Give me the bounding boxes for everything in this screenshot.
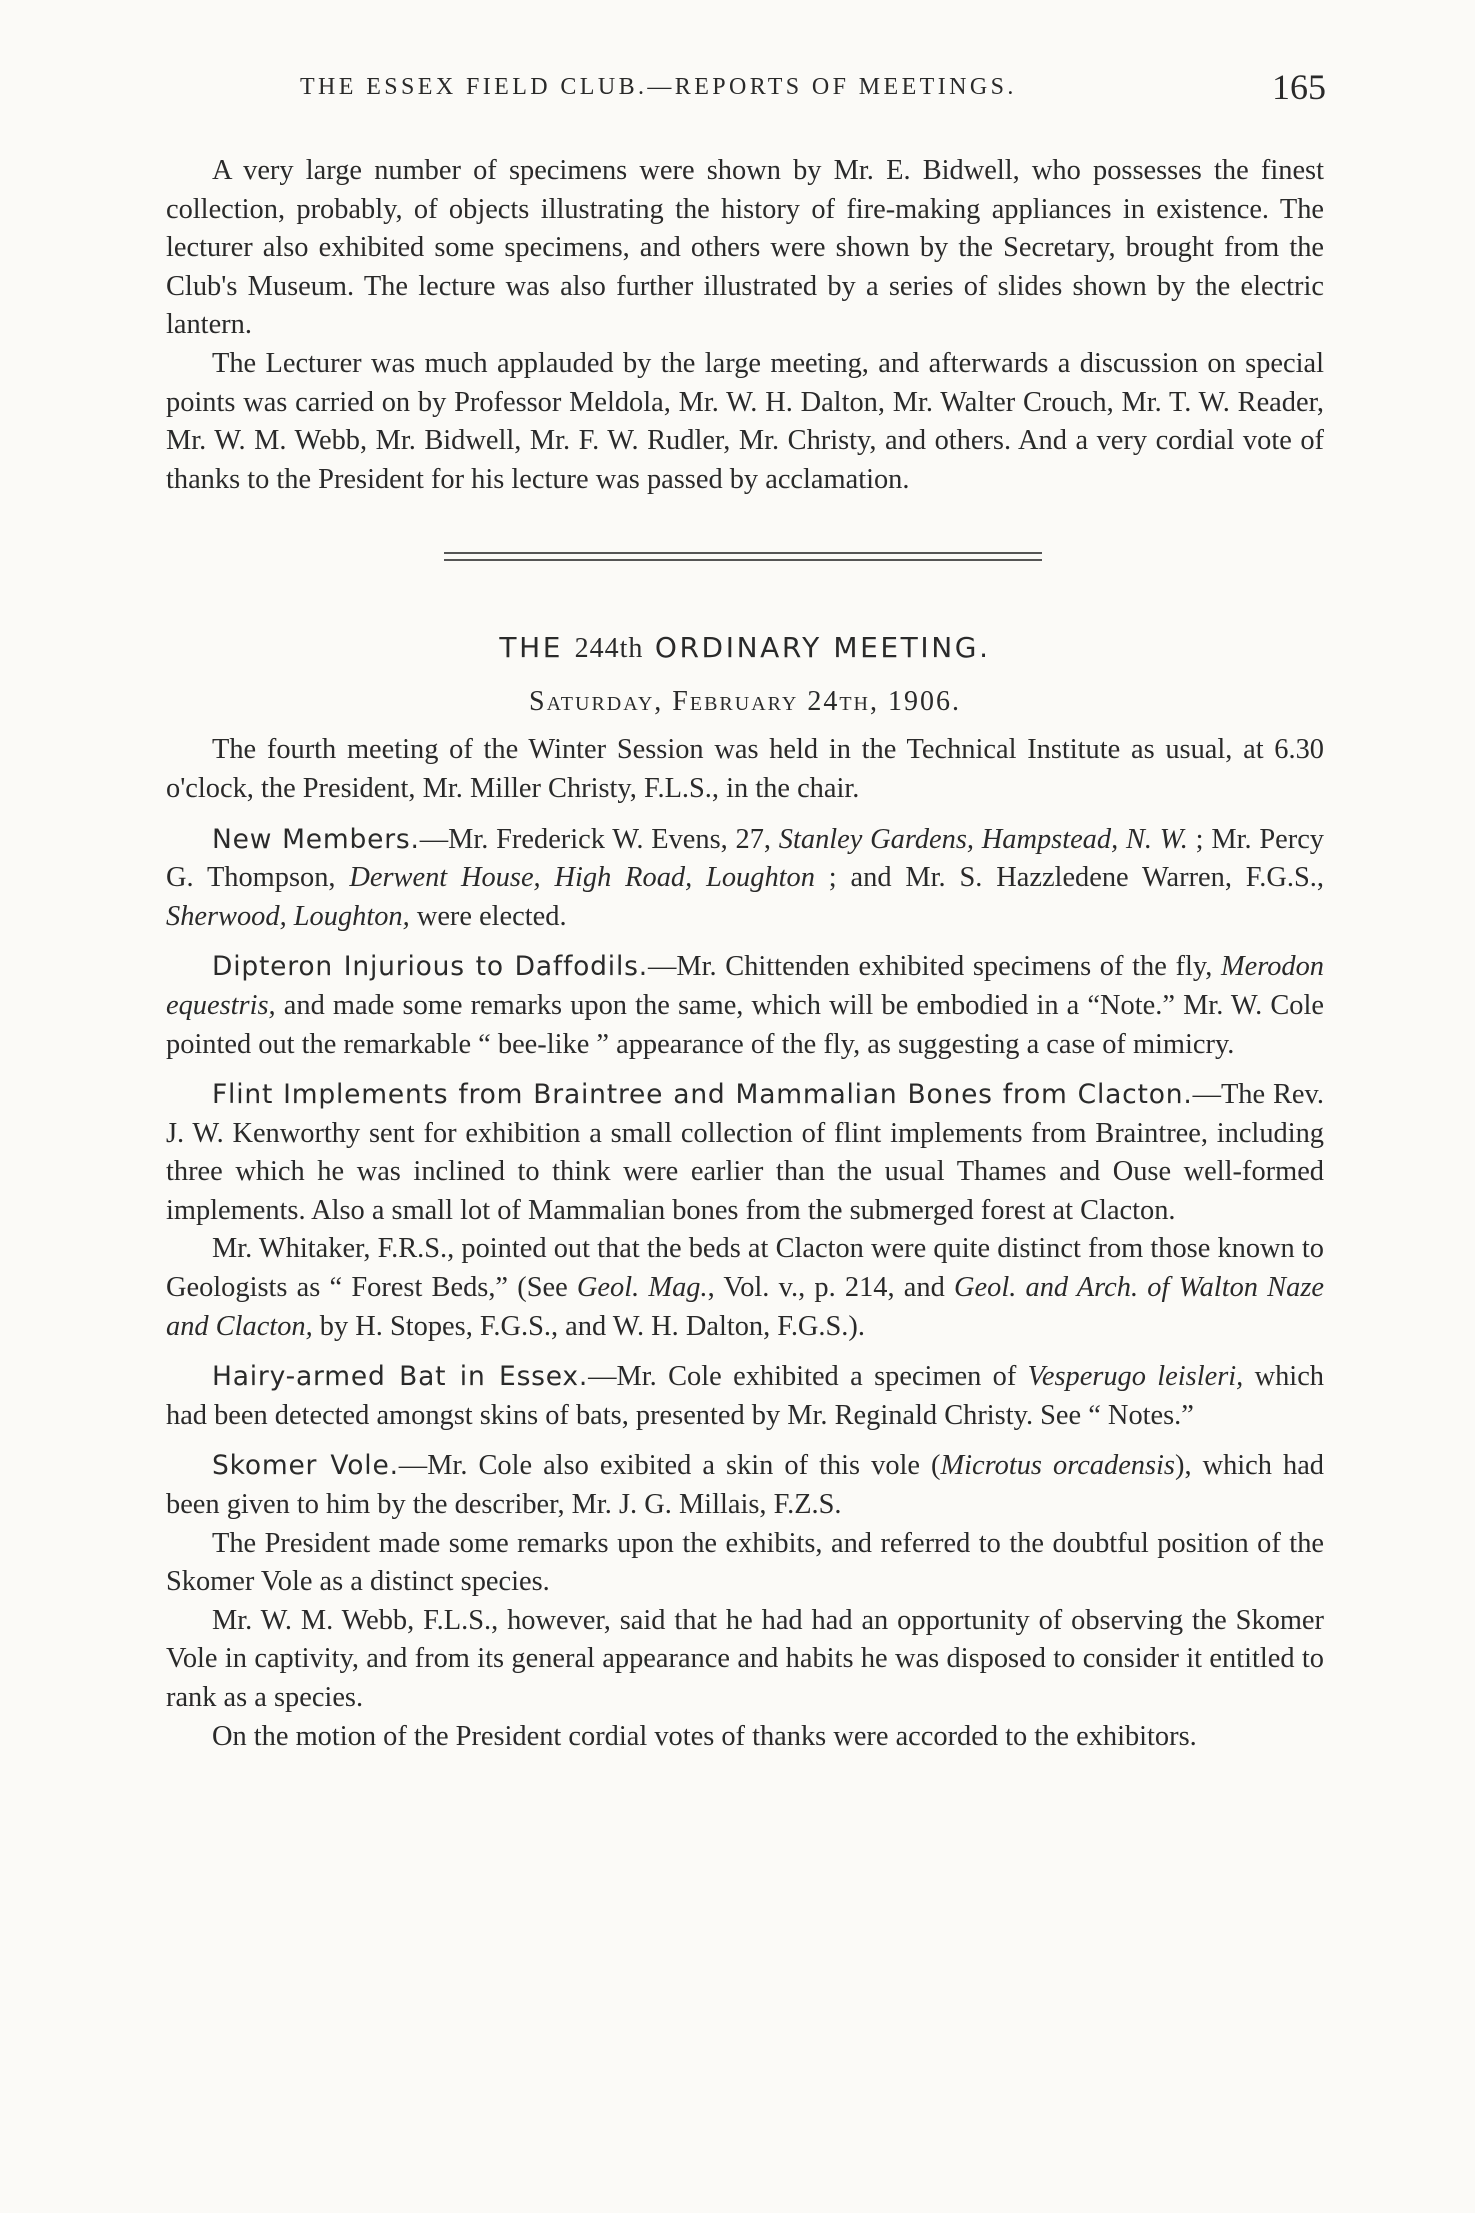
bat-text-1: —Mr. Cole exhibited a specimen of bbox=[588, 1361, 1028, 1393]
intro-paragraph-1: A very large number of specimens were shown by Mr. E. Bidwell, who possesses the finest collection, probably, of objects illustrating the history of fire-making appliances in existence. The lecturer also exhibited some specimens, and others were shown by the Secretary, brought from the Club's Museum. The lecture was also further illustrated by a series of slides shown by the electric lantern. bbox=[166, 155, 1324, 341]
bat-text-2: which had been detected amongst skins of bats, presented by Mr. Reginald Christy. See “ Notes.” bbox=[166, 1361, 1324, 1431]
new-members-text-4: were elected. bbox=[409, 900, 567, 932]
new-members-address-2: Derwent House, High Road, Loughton bbox=[349, 862, 815, 894]
meeting-title-post: ORDINARY MEETING. bbox=[654, 631, 991, 665]
vole-paragraph bbox=[166, 1447, 1324, 1524]
whitaker-paragraph bbox=[166, 1230, 1324, 1346]
new-members-heading: New Members. bbox=[212, 823, 420, 855]
bat-species: Vesperugo leisleri, bbox=[1027, 1361, 1244, 1393]
section-divider bbox=[166, 499, 1324, 617]
flint-heading: Flint Implements from Braintree and Mammalian Bones from Clacton. bbox=[212, 1079, 1193, 1111]
opening-paragraph: The fourth meeting of the Winter Session was held in the Technical Institute as usual, at 6.30 o'clock, the President, Mr. Miller Christy, F.L.S., in the chair. bbox=[166, 734, 1324, 804]
vole-text-1: —Mr. Cole also exibited a skin of this vole ( bbox=[398, 1450, 941, 1482]
new-members-address-3: Sherwood, Loughton, bbox=[166, 900, 410, 932]
intro-paragraph-2: The Lecturer was much applauded by the large meeting, and afterwards a discussion on special points was carried on by Professor Meldola, Mr. W. H. Dalton, Mr. Walter Crouch, Mr. T. W. Reader, Mr. W. M. Webb, Mr. Bidwell, Mr. F. W. Rudler, Mr. Christy, and others. And a very cordial vote of thanks to the President for his lecture was passed by acclamation. bbox=[166, 347, 1324, 495]
whitaker-ref-1: Geol. Mag. bbox=[576, 1272, 708, 1304]
whitaker-ref-2: Geol. and Arch. of Walton Naze and Clacton, bbox=[166, 1272, 1324, 1342]
whitaker-text-1: Mr. Whitaker, F.R.S., pointed out that the beds at Clacton were quite distinct from those known to Geologists as “ Forest Beds,” (See bbox=[166, 1233, 1324, 1304]
new-members-address-1: Stanley Gardens, Hampstead, N. W. bbox=[778, 823, 1188, 855]
meeting-title-pre: THE bbox=[499, 631, 564, 665]
new-members-text-2: ; Mr. Percy G. Thompson, bbox=[166, 823, 1324, 894]
whitaker-text-3: by H. Stopes, F.G.S., and W. H. Dalton, F.G.S.). bbox=[312, 1310, 865, 1342]
meeting-title bbox=[166, 623, 1324, 673]
new-members-paragraph bbox=[166, 821, 1324, 937]
dipteron-heading: Dipteron Injurious to Daffodils. bbox=[212, 951, 648, 983]
new-members-text-3: ; and Mr. S. Hazzledene Warren, F.G.S., bbox=[814, 862, 1324, 894]
dipteron-text-1: —Mr. Chittenden exhibited specimens of the fly, bbox=[647, 951, 1221, 983]
webb-paragraph: Mr. W. M. Webb, F.L.S., however, said that he had had an opportunity of observing the Skomer Vole in captivity, and from its general appearance and habits he was disposed to consider it entitled to rank as a species. bbox=[166, 1604, 1324, 1713]
double-rule bbox=[444, 552, 1042, 561]
meeting-number: 244th bbox=[574, 633, 644, 665]
flint-paragraph bbox=[166, 1076, 1324, 1230]
vole-species: Microtus orcadensis bbox=[940, 1450, 1175, 1482]
bat-heading: Hairy-armed Bat in Essex. bbox=[212, 1361, 589, 1393]
new-members-text-1: —Mr. Frederick W. Evens, 27, bbox=[419, 823, 779, 855]
bat-paragraph bbox=[166, 1358, 1324, 1435]
body-text bbox=[166, 152, 1324, 1756]
vole-text-2: ), which had been given to him by the describer, Mr. J. G. Millais, F.Z.S. bbox=[166, 1450, 1324, 1521]
dipteron-species: Merodon equestris, bbox=[166, 951, 1324, 1021]
flint-text: —The Rev. J. W. Kenworthy sent for exhibition a small collection of flint implements from Braintree, including three which he was inclined to think were earlier than the usual Thames and Ouse well-formed implements. Also a small lot of Mammalian bones from the submerged forest at Clacton. bbox=[166, 1079, 1324, 1226]
dipteron-text-2: and made some remarks upon the same, which will be embodied in a “Note.” Mr. W. Cole pointed out the remarkable “ bee-like ” appearance of the fly, as suggesting a case of mimicry. bbox=[166, 989, 1324, 1060]
vole-heading: Skomer Vole. bbox=[212, 1450, 399, 1482]
president-remarks-paragraph: The President made some remarks upon the exhibits, and referred to the doubtful position of the Skomer Vole as a distinct species. bbox=[166, 1527, 1324, 1598]
page-number: 165 bbox=[1272, 67, 1326, 107]
dipteron-paragraph bbox=[166, 948, 1324, 1064]
meeting-date: Saturday, February 24th, 1906. bbox=[529, 686, 961, 718]
whitaker-text-2: , Vol. v., p. 214, and bbox=[707, 1272, 955, 1304]
running-head bbox=[166, 66, 1326, 110]
closing-paragraph: On the motion of the President cordial votes of thanks were accorded to the exhibitors. bbox=[212, 1720, 1197, 1752]
running-title: THE ESSEX FIELD CLUB.—REPORTS OF MEETINGS. bbox=[300, 74, 1017, 100]
